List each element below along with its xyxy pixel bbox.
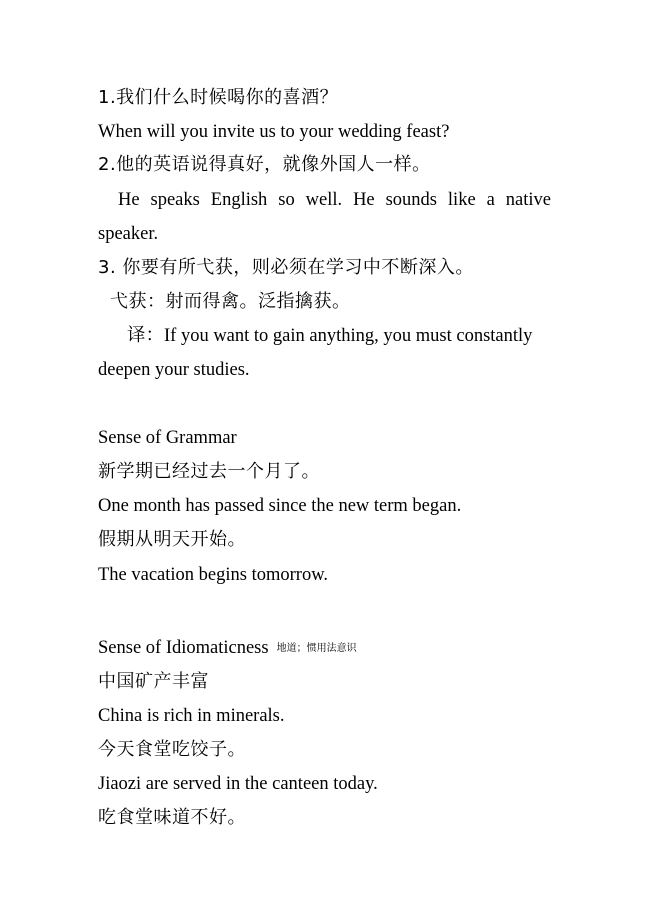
- item3-english-line1: 译：If you want to gain anything, you must constantly: [127, 326, 533, 346]
- word: English: [210, 190, 268, 210]
- item2-english-line1: [118, 188, 551, 212]
- idiom-example1-chinese: 中国矿产丰富: [98, 671, 209, 692]
- grammar-heading: Sense of Grammar: [98, 428, 237, 448]
- idiom-example1-english: China is rich in minerals.: [98, 706, 285, 726]
- word: well.: [305, 190, 343, 210]
- word: native: [505, 190, 551, 210]
- item3-gloss: 弋获：射而得禽。泛指擒获。: [110, 291, 351, 312]
- grammar-example2-english: The vacation begins tomorrow.: [98, 565, 328, 585]
- idiom-note: 地道；惯用法意识: [276, 643, 357, 654]
- item3-chinese: 3. 你要有所弋获，则必须在学习中不断深入。: [98, 257, 474, 278]
- word: He: [353, 190, 375, 210]
- grammar-example2-chinese: 假期从明天开始。: [98, 529, 246, 550]
- item3-english-line2: deepen your studies.: [98, 360, 250, 380]
- idiom-example2-chinese: 今天食堂吃饺子。: [98, 739, 246, 760]
- item1-chinese: 1.我们什么时候喝你的喜酒？: [98, 87, 339, 108]
- idiom-heading-row: [98, 636, 357, 661]
- idiom-example3-chinese: 吃食堂味道不好。: [98, 807, 246, 828]
- word: He: [118, 190, 140, 210]
- word: speaks: [150, 190, 200, 210]
- grammar-example1-english: One month has passed since the new term began.: [98, 496, 462, 516]
- idiom-heading: Sense of Idiomaticness: [98, 638, 269, 658]
- idiom-example2-english: Jiaozi are served in the canteen today.: [98, 774, 378, 794]
- item2-chinese: 2.他的英语说得真好，就像外国人一样。: [98, 154, 431, 175]
- word: so: [278, 190, 295, 210]
- word: sounds: [385, 190, 437, 210]
- grammar-example1-chinese: 新学期已经过去一个月了。: [98, 461, 320, 482]
- item1-english: When will you invite us to your wedding feast?: [98, 122, 450, 142]
- word: like: [447, 190, 476, 210]
- item2-english-line2: speaker.: [98, 224, 159, 244]
- word: a: [486, 190, 495, 210]
